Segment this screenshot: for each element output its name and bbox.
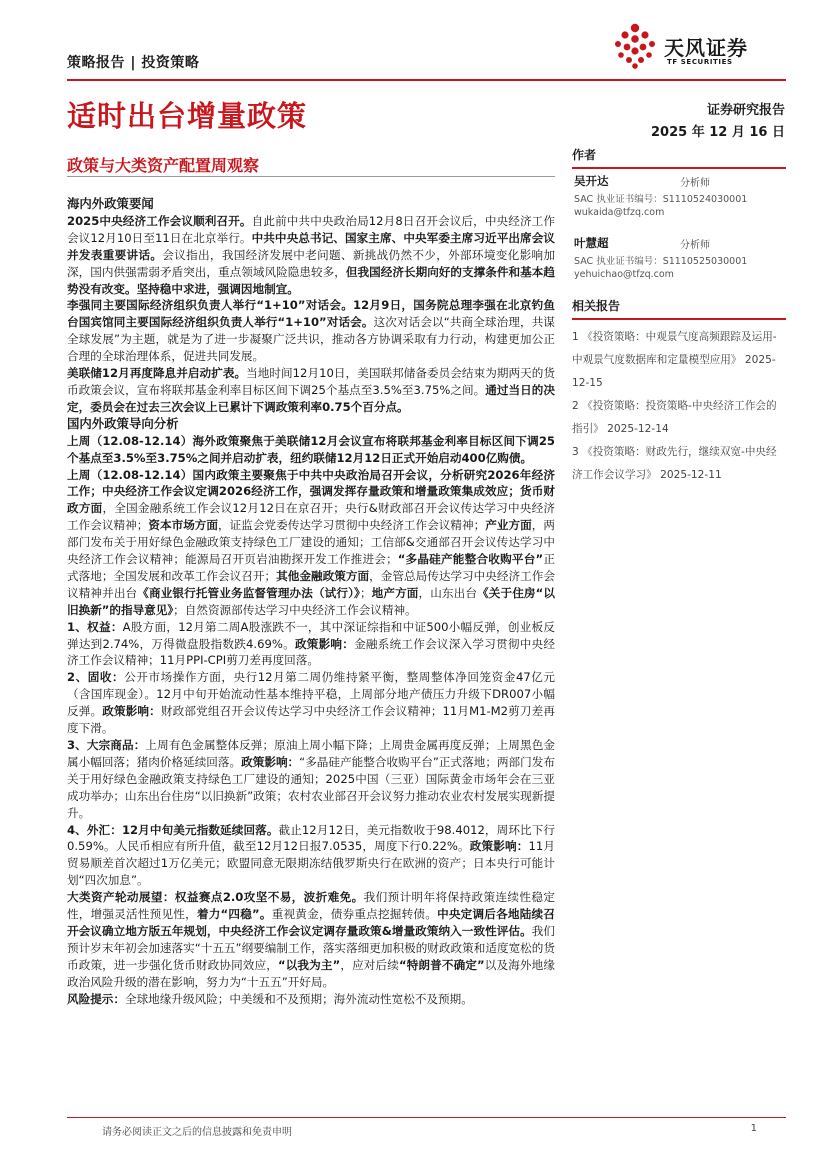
- paragraph-1plus10-dialogue: 李强同主要国际经济组织负责人举行“1+10”对话会。12月9日，国务院总理李强在北京钓鱼台国宾馆同主要国际经济组织负责人举行“1+10”对话会。这次对话会以“共商全球治理，共谋全球发展”为主题，就是为了进一步凝聚广泛共识，推动各方协调采取有力行动，构建更加公正合理的全球治理体系，促进共同发展。: [67, 298, 555, 364]
- logo-dots-icon: [610, 22, 660, 70]
- section-heading-policy-analysis: 国内外政策导向分析: [67, 415, 179, 431]
- header-divider: [67, 79, 786, 81]
- paragraph-economic-conference: 2025中央经济工作会议顺利召开。自此前中共中央政治局12月8日召开会议后，中央经济工作会议12月10日至11日在北京举行。中共中央总书记、国家主席、中央军委主席习近平出席会议并发表重要讲话。会议指出，我国经济发展中老问题、新挑战仍然不少，外部环境变化影响加深，国内供强需弱矛盾突出，重点领域风险隐患较多，但我国经济长期向好的支撑条件和基本趋势没有改变。坚持稳中求进，强调因地制宜。: [67, 213, 555, 296]
- report-title: 适时出台增量政策: [67, 99, 308, 133]
- author-name: 叶慧超: [574, 236, 609, 250]
- logo-chinese-name: 天风证券: [664, 36, 748, 60]
- report-body: [67, 196, 555, 1008]
- related-reports-list: [572, 326, 786, 487]
- author-email[interactable]: wukaida@tfzq.com: [574, 207, 665, 218]
- company-logo: [610, 22, 785, 72]
- authors-heading: 作者: [572, 146, 786, 169]
- author-name: 吴开达: [574, 174, 609, 188]
- paragraph-risk-warning: 风险提示：全球地缘升级风险；中美缓和不及预期；海外流动性宽松不及预期。: [67, 991, 473, 1006]
- author-role: 分析师: [680, 178, 710, 189]
- report-category-label: 策略报告 | 投资策略: [67, 55, 200, 71]
- author-card: [572, 173, 786, 231]
- paragraph-asset-outlook: 大类资产轮动展望：权益赛点2.0攻坚不易，波折难免。我们预计明年将保持政策连续性稳定性，增强灵活性预见性，着力“四稳”。重视黄金，债券重点挖掘转债。中央定调后各地陆续召开会议确立地方版五年规划，中央经济工作会议定调存量政策&增量政策纳入一致性评估。我们预计岁末年初会加速落实“十五五”纲要编制工作，落实落细更加积极的财政政策和适度宽松的货币政策，进一步强化货币财政协同效应，“以我为主”，应对后续“特朗普不确定”以及海外地缘政治风险升级的潜在影响，努力为“十五五”开好局。: [67, 890, 555, 989]
- paragraph-fixed-income: 2、固收：公开市场操作方面，央行12月第二周仍维持紧平衡，整周整体净回笼资金47亿元（含国库现金）。12月中旬开始流动性基本维持平稳，上周部分地产债压力升级下DR007小幅反弹。政策影响：财政部党组召开会议传达学习中央经济工作会议精神；11月M1-M2剪刀差再度下滑。: [67, 670, 555, 736]
- author-card: [572, 235, 786, 293]
- author-email[interactable]: yehuichao@tfzq.com: [574, 269, 674, 280]
- logo-english-name: TF SECURITIES: [667, 58, 733, 66]
- related-reports-heading: 相关报告: [572, 297, 786, 320]
- paragraph-fed-rate-cut: 美联储12月再度降息并启动扩表。当地时间12月10日，美国联邦储备委员会结束为期两天的货币政策会议，宣布将联邦基金利率目标区间下调25个基点至3.5%至3.75%之间。通过当日的决定，委员会在过去三次会议上已累计下调政策利率0.75个百分点。: [67, 366, 555, 414]
- author-cert-number: SAC 执业证书编号：S1110524030001: [574, 194, 748, 205]
- sidebar: [572, 146, 786, 487]
- footer-disclaimer: 请务必阅读正文之后的信息披露和免责申明: [102, 1127, 292, 1138]
- paragraph-fx: 4、外汇：12月中旬美元指数延续回落。截止12月12日，美元指数收于98.4012，周环比下行0.59%。人民币相应有所升值，截至12月12日报7.0535，周度下行0.22%。政策影响：11月贸易顺差首次超过1万亿美元；欧盟同意无限期冻结俄罗斯央行在欧洲的资产；日本央行可能计划“四次加息”。: [67, 822, 556, 888]
- related-report-item[interactable]: 1 《投资策略：中观景气度高频跟踪及运用-中观景气度数据库和定量模型应用》 2025-12-15: [572, 331, 777, 389]
- paragraph-equity: 1、权益：A股方面，12月第二周A股涨跌不一，其中深证综指和中证500小幅反弹，创业板反弹达到2.74%，万得微盘股指数跌4.69%。政策影响：金融系统工作会议深入学习贯彻中央经济工作会议精神；11月PPI-CPI剪刀差再度回落。: [67, 619, 555, 668]
- paragraph-commodities: 3、大宗商品：上周有色金属整体反弹；原油上周小幅下降；上周贵金属再度反弹；上周黑色金属小幅回落；猪肉价格延续回落。政策影响：“多晶硅产能整合收购平台”正式落地；两部门发布关于用好绿色金融政策支持绿色工厂建设的通知；2025中国（三亚）国际黄金市场年会在三亚成功举办；山东出台住房“以旧换新”政策；农村农业部召开会议努力推动农业农村发展实现新提升。: [67, 738, 555, 820]
- related-report-item[interactable]: 3 《投资策略：财政先行，继续双宽-中央经济工作会议学习》 2025-12-11: [572, 446, 777, 481]
- page-number: 1: [750, 1123, 757, 1134]
- report-date: 2025 年 12 月 16 日: [651, 125, 785, 140]
- author-cert-number: SAC 执业证书编号：S1110525030001: [574, 256, 748, 267]
- author-role: 分析师: [680, 240, 710, 251]
- title-divider: [67, 176, 555, 177]
- paragraph-overseas-policy: 上周（12.08-12.14）海外政策聚焦于美联储12月会议宣布将联邦基金利率目标区间下调25个基点至3.5%至3.75%之间并启动扩表，纽约联储12月12日正式开始启动400亿购债。: [67, 433, 555, 465]
- paragraph-domestic-policy: 上周（12.08-12.14）国内政策主要聚焦于中共中央政治局召开会议，分析研究2026年经济工作；中央经济工作会议定调2026经济工作，强调发挥存量政策和增量政策集成效应；货币财政方面，全国金融系统工作会议12月12日在京召开；央行&财政部召开会议传达学习中央经济工作会议精神；资本市场方面，证监会党委传达学习贯彻中央经济工作会议精神；产业方面，两部门发布关于用好绿色金融政策支持绿色工厂建设的通知；工信部&交通部召开会议传达学习中央经济工作会议精神；能源局召开页岩油勘探开发工作推进会；“多晶硅产能整合收购平台”正式落地；全国发展和改革工作会议召开；其他金融政策方面，金管总局传达学习中央经济工作会议精神并出台《商业银行托管业务监督管理办法（试行）》；地产方面，山东出台《关于住房“以旧换新”的指导意见》；自然资源部传达学习中央经济工作会议精神。: [67, 467, 555, 617]
- footer-divider: [67, 1117, 786, 1118]
- report-type: 证券研究报告: [706, 103, 785, 118]
- report-subtitle: 政策与大类资产配置周观察: [67, 156, 260, 175]
- section-heading-overseas-news: 海内外政策要闻: [67, 196, 154, 211]
- related-report-item[interactable]: 2 《投资策略：投资策略-中央经济工作会的指引》 2025-12-14: [572, 400, 777, 435]
